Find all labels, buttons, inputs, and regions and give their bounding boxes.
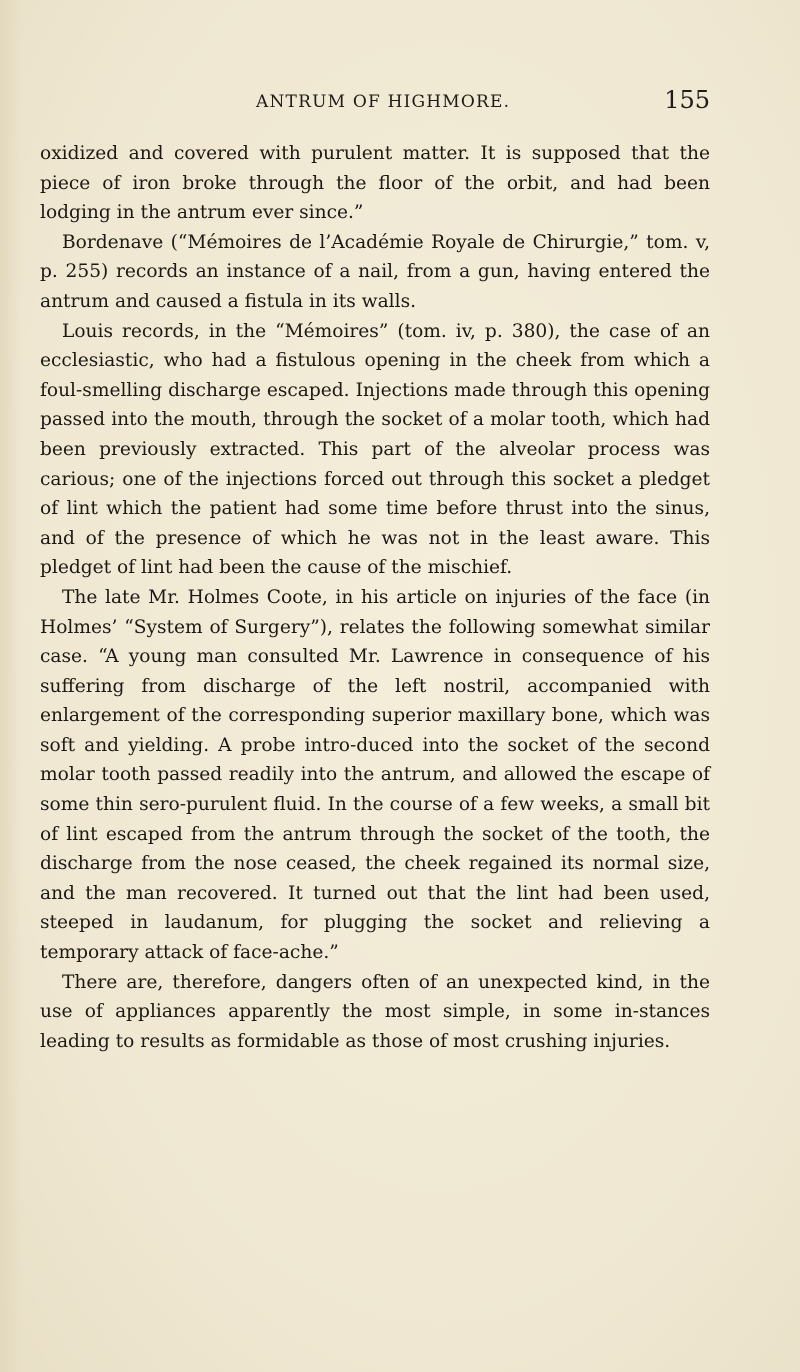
paragraph-louis: Louis records, in the “Mémoires” (tom. iv, p. 380), the case of an ecclesiastic, who had a fistulous opening in the cheek from which a foul-smelling discharge escaped. Injections made through this opening passed into the mouth, through the socket of a molar tooth, which had been previously extracted. This part of the alveolar process was carious; one of the injections forced out through this socket a pledget of lint which the patient had some time before thrust into the sinus, and of the presence of which he was not in the least aware. This pledget of lint had been the cause of the mischief. [40, 320, 710, 579]
paragraph-conclusion: There are, therefore, dangers often of an unexpected kind, in the use of appliances apparently the most simple, in some in-stances leading to results as formidable as those of most crushing injuries. [40, 971, 710, 1052]
paragraph-continuation: oxidized and covered with purulent matter. It is supposed that the piece of iron broke through the floor of the orbit, and had been lodging in the antrum ever since.” [40, 143, 710, 224]
page-header [40, 88, 710, 122]
paragraph-bordenave: Bordenave (“Mémoires de l’Académie Royale de Chirurgie,” tom. v, p. 255) records an instance of a nail, from a gun, having entered the antrum and caused a fistula in its walls. [40, 231, 710, 312]
running-head: ANTRUM OF HIGHMORE. [256, 92, 511, 112]
paragraph-holmes-coote: The late Mr. Holmes Coote, in his article on injuries of the face (in Holmes’ “System of Surgery”), relates the following somewhat similar case. “A young man consulted Mr. Lawrence in consequence of his suffering from discharge of the left nostril, accompanied with enlargement of the corresponding superior maxillary bone, which was soft and yielding. A probe intro-duced into the socket of the second molar tooth passed readily into the antrum, and allowed the escape of some thin sero-purulent fluid. In the course of a few weeks, a small bit of lint escaped from the antrum through the socket of the tooth, the discharge from the nose ceased, the cheek regained its normal size, and the man recovered. It turned out that the lint had been used, steeped in laudanum, for plugging the socket and relieving a temporary attack of face-ache.” [40, 586, 710, 964]
page-number: 155 [664, 86, 710, 114]
body-text [40, 139, 710, 1056]
